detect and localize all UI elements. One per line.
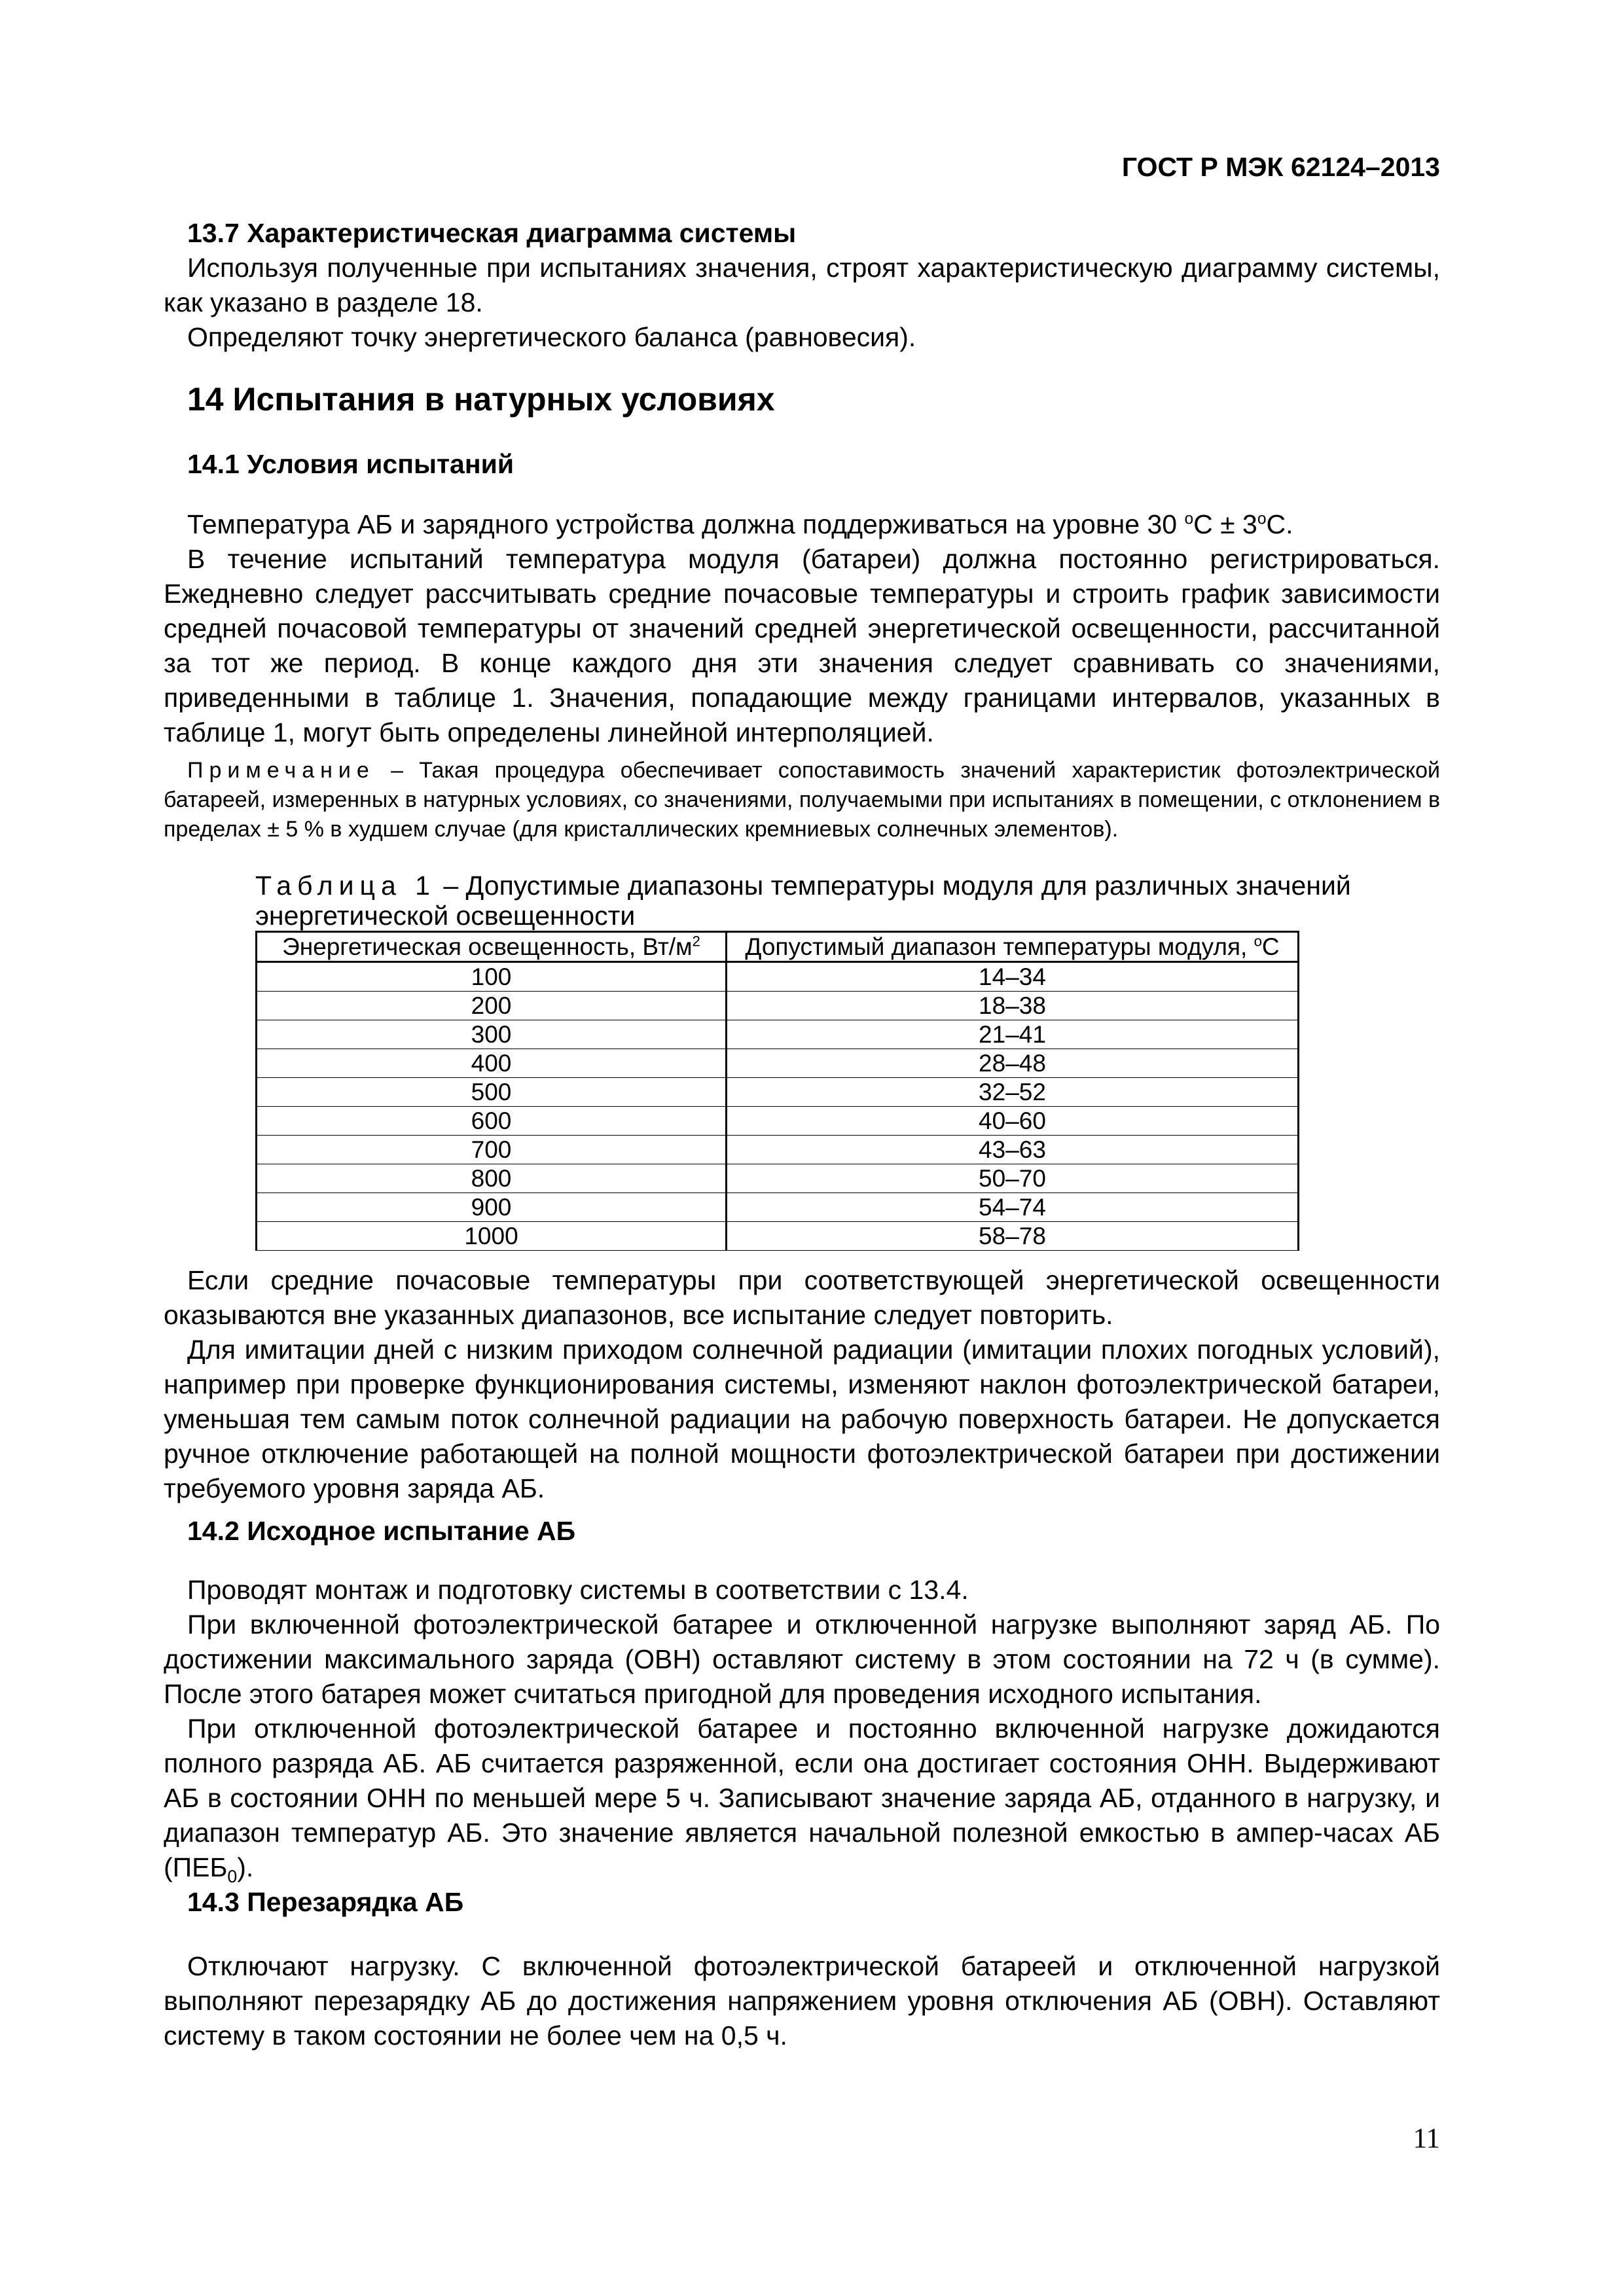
- table-1-block: [164, 870, 1440, 1251]
- section-13-7: [164, 216, 1440, 355]
- temperature-cell: 43–63: [727, 1136, 1299, 1164]
- section-14-1-paragraph-2: В течение испытаний температура модуля (батареи) должна постоянно регистрироваться. Ежедневно следует рассчитывать средние почасовые температуры и строить график зависимости средней почасовой температуры от значений средней энергетической освещенности, рассчитанной за тот же период. В конце каждого дня эти значения следует сравнивать со значениями, приведенными в таблице 1. Значения, попадающие между границами интервалов, указанных в таблице 1, могут быть определены линейной интерполяцией.: [164, 544, 1440, 747]
- temperature-cell: 21–41: [727, 1020, 1299, 1049]
- section-14-3: [164, 1885, 1440, 1920]
- table-row: [257, 1164, 1299, 1193]
- table-1-caption: Таблица 1 – Допустимые диапазоны температуры модуля для различных значений энергетической освещенности: [255, 870, 1351, 931]
- note-text: – Такая процедура обеспечивает сопоставимость значений характеристик фотоэлектрической батареей, измеренных в натурных условиях, со значениями, получаемыми при испытаниях в помещении, с отклонением в пределах ± 5 % в худшем случае (для кристаллических кремниевых солнечных элементов).: [164, 758, 1440, 842]
- section-13-7-paragraph-1: Используя полученные при испытаниях значения, строят характеристическую диаграмму системы, как указано в разделе 18.: [164, 253, 1440, 317]
- irradiance-cell: 600: [257, 1107, 727, 1136]
- section-14-3-paragraph-1: Отключают нагрузку. С включенной фотоэлектрической батареей и отключенной нагрузкой выполняют перезарядку АБ до достижения напряжением уровня отключения АБ (ОВН). Оставляют систему в таком состоянии не более чем на 0,5 ч.: [164, 1951, 1440, 2051]
- section-13-7-paragraph-2: Определяют точку энергетического баланса (равновесия).: [187, 322, 916, 352]
- section-14-2-body: [164, 1573, 1440, 1885]
- table-row: [257, 1020, 1299, 1049]
- section-14: [164, 380, 1440, 419]
- temperature-cell: 50–70: [727, 1164, 1299, 1193]
- table-row: [257, 962, 1299, 992]
- section-14-2-paragraph-3: При отключенной фотоэлектрической батарее и постоянно включенной нагрузке дожидаются полного разряда АБ. АБ считается разряженной, если она достигает состояния ОНН. Выдерживают АБ в состоянии ОНН по меньшей мере 5 ч. Записывают значение заряда АБ, отданного в нагрузку, и диапазон температур АБ. Это значение является начальной полезной емкостью в ампер-часах АБ $(ПЕБ_0)$.: [164, 1713, 1440, 1887]
- temperature-cell: 58–78: [727, 1222, 1299, 1251]
- table-row: [257, 992, 1299, 1020]
- temperature-cell: 54–74: [727, 1193, 1299, 1222]
- section-14-2-paragraph-2: При включенной фотоэлектрической батарее и отключенной нагрузке выполняют заряд АБ. По достижении максимального заряда (ОВН) оставляют систему в этом состоянии на 72 ч (в сумме). После этого батарея может считаться пригодной для проведения исходного испытания.: [164, 1609, 1440, 1709]
- irradiance-cell: 800: [257, 1164, 727, 1193]
- irradiance-cell: 100: [257, 962, 727, 992]
- irradiance-cell: 700: [257, 1136, 727, 1164]
- irradiance-cell: 900: [257, 1193, 727, 1222]
- irradiance-cell: 500: [257, 1078, 727, 1107]
- temperature-cell: 18–38: [727, 992, 1299, 1020]
- table-header-row: [257, 932, 1299, 962]
- irradiance-cell: 1000: [257, 1222, 727, 1251]
- table-row: [257, 1222, 1299, 1251]
- temperature-cell: 32–52: [727, 1078, 1299, 1107]
- table-row: [257, 1049, 1299, 1078]
- section-14-1-body: [164, 507, 1440, 750]
- page-number: 11: [1413, 2123, 1440, 2154]
- temperature-cell: 40–60: [727, 1107, 1299, 1136]
- section-14-1-paragraph-3: Если средние почасовые температуры при соответствующей энергетической освещенности оказываются вне указанных диапазонов, все испытание следует повторить.: [164, 1265, 1440, 1330]
- section-14-1-title: 14.1 Условия испытаний: [187, 449, 514, 479]
- table-row: [257, 1078, 1299, 1107]
- temperature-cell: 14–34: [727, 962, 1299, 992]
- section-14-2-title: 14.2 Исходное испытание АБ: [187, 1516, 576, 1546]
- irradiance-cell: 200: [257, 992, 727, 1020]
- document-header: ГОСТ Р МЭК 62124–2013: [1121, 152, 1440, 182]
- table-row: [257, 1107, 1299, 1136]
- section-14-2-paragraph-1: Проводят монтаж и подготовку системы в соответствии с 13.4.: [187, 1575, 969, 1605]
- section-14-2: [164, 1514, 1440, 1549]
- section-14-1-paragraph-4: Для имитации дней с низким приходом солнечной радиации (имитации плохих погодных условий), например при проверке функционирования системы, изменяют наклон фотоэлектрической батареи, уменьшая тем самым поток солнечной радиации на рабочую поверхность батареи. Не допускается ручное отключение работающей на полной мощности фотоэлектрической батареи при достижении требуемого уровня заряда АБ.: [164, 1335, 1440, 1503]
- note-block: [164, 756, 1440, 844]
- section-14-3-body: [164, 1949, 1440, 2053]
- table-1: [255, 931, 1299, 1251]
- irradiance-cell: 300: [257, 1020, 727, 1049]
- section-14-1-paragraph-1: Температура АБ и зарядного устройства должна поддерживаться на уровне 30 $^оС \pm 3^оС$.: [187, 509, 1293, 539]
- note-paragraph: [164, 756, 1440, 844]
- table-header-temperature-range: Допустимый диапазон температуры модуля, $^о$С: [727, 932, 1299, 962]
- table-row: [257, 1136, 1299, 1164]
- section-14-1-continued: [164, 1263, 1440, 1506]
- irradiance-cell: 400: [257, 1049, 727, 1078]
- section-13-7-title: 13.7 Характеристическая диаграмма системы: [187, 218, 797, 248]
- temperature-cell: 28–48: [727, 1049, 1299, 1078]
- note-label: Примечание: [187, 758, 375, 783]
- table-header-irradiance: Энергетическая освещенность, $Вт/м^2$: [257, 932, 727, 962]
- section-14-title: 14 Испытания в натурных условиях: [187, 381, 775, 418]
- section-14-1: [164, 447, 1440, 482]
- section-14-3-title: 14.3 Перезарядка АБ: [187, 1887, 464, 1917]
- table-row: [257, 1193, 1299, 1222]
